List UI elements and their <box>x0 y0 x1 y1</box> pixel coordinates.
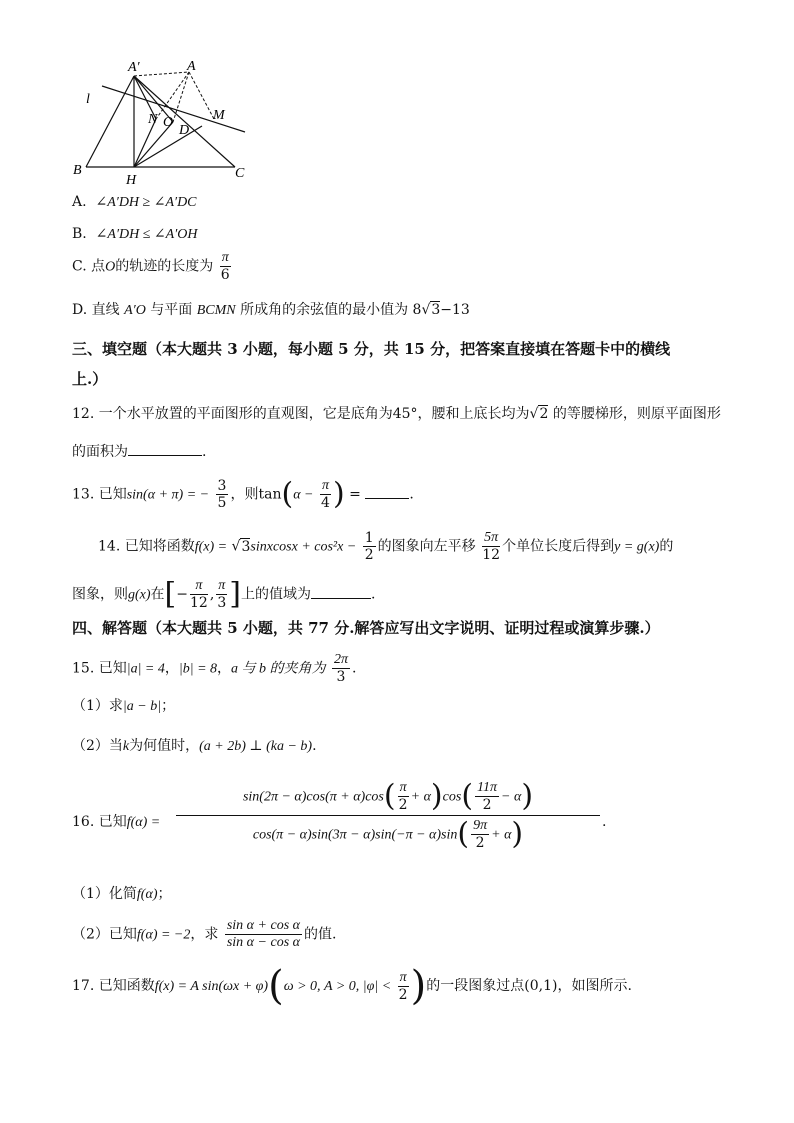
q16-part2: （2）已知f(α) = −2，求 $\frac{\text{sin α + cos α}}{\text{sin α − cos α}}$ 的值. <box>72 918 337 950</box>
option-d: D. 直线 A′O 与平面 BCMN 所成角的余弦值的最小值为 8√3−13 <box>72 302 470 318</box>
label-a: A <box>187 59 196 74</box>
q16-part1: （1）化简f(α)； <box>72 886 172 902</box>
section3-title-cont: 上.） <box>72 370 108 388</box>
label-h: H <box>126 173 137 186</box>
label-d: D <box>179 123 190 138</box>
q14-line1: 14. 已知将函数f(x) = √3sinxcosx + cos²x − $\frac{1}{2}$ 的图象向左平移 $\frac{5\pi}{12}$ 个单位长度后得到y = g(x)的 <box>98 530 674 563</box>
label-b: B <box>73 163 82 178</box>
q16-denominator: cos(π − α)sin(3π − α)sin(−π − α)sin( $\frac{9\pi}{2}$ + α) <box>252 816 524 852</box>
label-o: O <box>163 115 174 130</box>
label-l: l <box>86 92 90 107</box>
q13-answer-blank[interactable] <box>365 498 409 499</box>
q13: 13. 已知sin(α + π) = − $\frac{3}{5}$ ，则tan(α − $\frac{\pi}{4}$ ) = . <box>72 476 414 512</box>
q12-line1: 12. 一个水平放置的平面图形的直观图，它是底角为45°，腰和上底长均为√2 的等腰梯形，则原平面图形 <box>72 406 721 422</box>
q12-answer-blank[interactable] <box>128 455 202 456</box>
label-m: M <box>213 108 225 123</box>
q15-part2: （2）当k为何值时，(a + 2b) ⊥ (ka − b). <box>72 738 317 754</box>
q12-line2: 的面积为 . <box>72 444 207 460</box>
label-a-prime: A′ <box>128 60 140 75</box>
option-c: C. 点O的轨迹的长度为 $\frac{\pi}{6}$ <box>72 250 230 283</box>
q15-line1: 15. 已知|a| = 4，|b| = 8，a 与 b 的夹角为 $\frac{2\pi}{3}$ . <box>72 652 357 685</box>
option-b: B. ∠A′DH ≤ ∠A′OH <box>72 226 198 242</box>
q16-numerator: sin(2π − α)cos(π + α)cos( $\frac{\pi}{2}$ + α)cos( $\frac{11\pi}{2}$ − α) <box>176 780 600 816</box>
q14-line2: 图象，则g(x)在[− $\frac{\pi}{12}$ , $\frac{\pi}{3}$ ]上的值域为 . <box>72 576 376 612</box>
label-c: C <box>235 166 245 181</box>
q17: 17. 已知函数f(x) = A sin(ωx + φ)(ω > 0, A > 0, |φ| < $\frac{\pi}{2}$ )的一段图象过点(0,1)，如图所示. <box>72 963 632 1009</box>
geometry-figure <box>64 56 264 186</box>
option-a: A. ∠A′DH ≥ ∠A′DC <box>72 194 197 210</box>
section4-title: 四、解答题（本大题共 5 小题，共 77 分.解答应写出文字说明、证明过程或演算步骤.） <box>72 619 660 637</box>
q15-part1: （1）求|a − b|； <box>72 698 176 714</box>
label-n: N <box>148 112 158 127</box>
section3-title: 三、填空题（本大题共 3 小题，每小题 5 分，共 15 分，把答案直接填在答题卡中的横线 <box>72 340 671 358</box>
q14-answer-blank[interactable] <box>311 598 371 599</box>
